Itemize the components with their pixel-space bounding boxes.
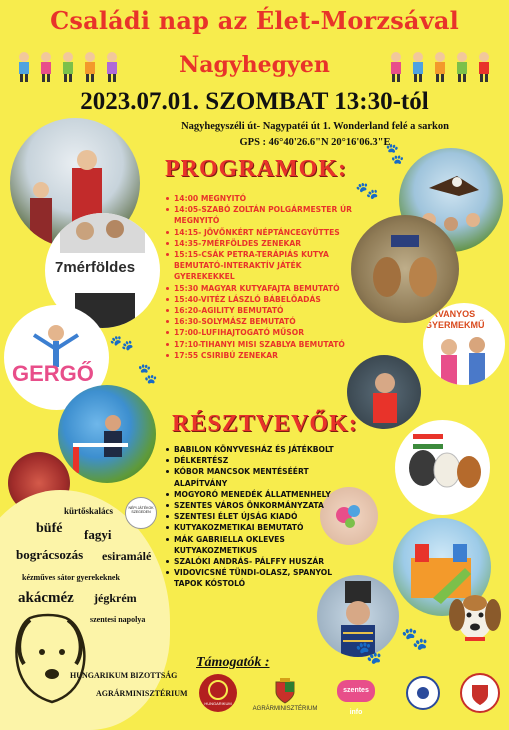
hungarikum-logo xyxy=(199,674,237,712)
stall-kezmuves: kézműves sátor gyerekeknek xyxy=(22,573,120,582)
participant-item: KÓBOR MANCSOK MENTÉSÉÉRT ALAPÍTVÁNY xyxy=(164,466,336,488)
program-item: 14:15- JÖVŐNKÉRT NÉPTÁNCEGYÜTTES xyxy=(164,227,354,238)
program-item: 17:00-LUFIHAJTOGATÓ MŰSOR xyxy=(164,327,354,338)
program-item: 15:30 MAGYAR KUTYAFAJTA BEMUTATÓ xyxy=(164,283,354,294)
participant-item: BABILON KÖNYVESHÁZ ÉS JÁTÉKBOLT xyxy=(164,444,336,455)
participants-heading: RÉSZTVEVŐK: xyxy=(172,411,358,437)
saber-photo xyxy=(347,355,421,429)
stall-jegkrem: jégkrém xyxy=(94,591,137,605)
programs-list xyxy=(164,193,354,361)
paw-print-icon: 🐾 xyxy=(355,641,383,666)
agility-photo xyxy=(58,385,156,483)
partner-logo-blue xyxy=(406,676,440,710)
event-title: Családi nap az Élet-Morzsával xyxy=(50,6,459,35)
gergo-logo-text: GERGŐ xyxy=(12,361,94,386)
paw-print-icon: 🐾 xyxy=(380,140,409,169)
arvanyos-photo xyxy=(423,303,505,385)
dog-breeds-photo xyxy=(395,420,490,515)
hungarikum-logo-text: HUNGARIKUM xyxy=(204,701,232,706)
participants-list xyxy=(164,444,336,590)
arvanyos-logo-text: ÁRVANYOS GYERMEKMŰ xyxy=(425,309,485,330)
paw-print-icon: 🐾 xyxy=(354,179,380,204)
event-location-title: Nagyhegyen xyxy=(179,52,330,78)
program-item: 17:55 CSIRIBÚ ZENEKAR xyxy=(164,350,354,361)
paw-print-icon: 🐾 xyxy=(401,627,429,652)
agrar-ministry-label: AGRÁRMINISZTÉRIUM xyxy=(252,706,318,712)
paw-print-icon: 🐾 xyxy=(107,329,137,358)
participant-item: MÁK GABRIELLA OKLEVES KUTYAKOZMETIKUS xyxy=(164,534,336,556)
sponsor-agrar: AGRÁRMINISZTÉRIUM xyxy=(96,689,188,698)
program-item: 15:40-VITÉZ LÁSZLÓ BÁBELŐADÁS xyxy=(164,294,354,305)
stall-esiramale: esiramálé xyxy=(102,549,152,563)
stall-akacmez: akácméz xyxy=(18,590,74,606)
paw-print-icon: 🐾 xyxy=(133,361,161,388)
stall-bufe: büfé xyxy=(36,521,63,536)
participant-item: SZENTES VÁROS ÖNKORMÁNYZATA xyxy=(164,500,336,511)
stall-napolya: szentesi napolya xyxy=(90,615,146,624)
stall-fagyi: fagyi xyxy=(84,527,112,542)
stall-bogracsozas: bográcsozás xyxy=(16,547,84,562)
participant-item: SZENTESI ÉLET ÚJSÁG KIADÓ xyxy=(164,511,336,522)
dog-sketch-illustration xyxy=(8,608,94,708)
program-item: 17:10-TIHANYI MISI SZABLYA BEMUTATÓ xyxy=(164,339,354,350)
program-item: 16:30-SOLYMÁSZ BEMUTATÓ xyxy=(164,316,354,327)
participant-item: VIDOVICSNÉ TÜNDI-OLASZ, SPANYOL TAPOK KÓSTOLÓ xyxy=(164,567,336,589)
participant-item: MOGYORÓ MENEDÉK ÁLLATMENHELY xyxy=(164,489,336,500)
coat-of-arms-icon xyxy=(274,678,296,704)
programs-heading: PROGRAMOK: xyxy=(165,156,347,182)
sponsors-heading: Támogatók : xyxy=(196,655,270,670)
program-item: 14:05-SZABÓ ZOLTÁN POLGÁRMESTER ÚR MEGNYITÓ xyxy=(164,204,354,226)
event-address: Nagyhegyszéli út- Nagypatéi út 1. Wonderland felé a sarkon xyxy=(181,121,449,132)
stall-kurtoskalacs: kürtőskalács xyxy=(64,506,114,516)
program-item: 15:15-CSÁK PETRA-TERÁPIÁS KUTYA BEMUTATÓ-INTERAKTÍV JÁTÉK GYEREKEKKEL xyxy=(164,249,354,283)
program-item: 14:35-7MÉRFÖLDES ZENEKAR xyxy=(164,238,354,249)
town-crest-logo xyxy=(460,673,500,713)
merfoldes-logo-text: 7mérföldes xyxy=(55,259,136,276)
participant-item: SZALÓKI ANDRÁS- PÁLFFY HUSZÁR xyxy=(164,556,336,567)
szentes-info-logo: szentes info xyxy=(337,680,375,702)
program-item: 16:20-AGILITY BEMUTATÓ xyxy=(164,305,354,316)
participant-item: KUTYAKOZMETIKAI BEMUTATÓ xyxy=(164,522,336,533)
program-item: 14:00 MEGNYITÓ xyxy=(164,193,354,204)
beagle-illustration xyxy=(445,585,505,647)
event-datetime: 2023.07.01. SZOMBAT 13:30-tól xyxy=(80,88,429,115)
dance-group-logo xyxy=(125,497,157,529)
dance-group-logo-text: NÉPI JÁTÉKOK SZEGEDEN xyxy=(128,506,154,514)
sponsor-hungarikum: HUNGARIKUM BIZOTTSÁG xyxy=(70,671,178,680)
event-gps: GPS : 46°40'26.6"N 20°16'06.3"E xyxy=(239,137,391,148)
participant-item: DÉLKERTÉSZ xyxy=(164,455,336,466)
